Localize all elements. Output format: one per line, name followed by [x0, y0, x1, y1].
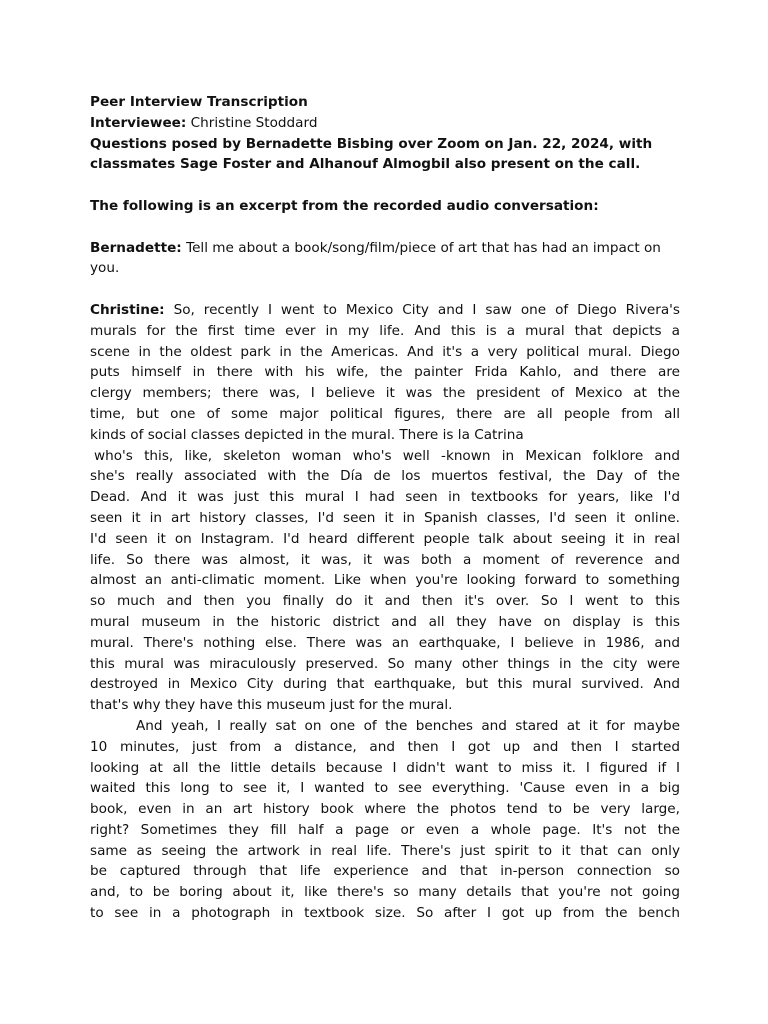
answer-line: and, to be boring about it, like there's so many details that you're not going [90, 884, 680, 901]
answer-line: clergy members; there was, I believe it was the president of Mexico at the [90, 385, 680, 402]
document-title: Peer Interview Transcription [90, 94, 308, 110]
interviewee-label: Interviewee: [90, 114, 187, 131]
answer-line: mural. There's nothing else. There was an earthquake, I believe in 1986, and [90, 634, 680, 651]
excerpt-intro: The following is an excerpt from the recorded audio conversation: [90, 197, 599, 214]
answer-line: time, but one of some major political figures, there are all people from all [90, 405, 680, 422]
answer-first-line-text: So, recently I went to Mexico City and I saw one of Diego Rivera's [173, 301, 680, 318]
interviewee-name: Christine Stoddard [190, 114, 318, 131]
spacer [90, 217, 680, 238]
answer-line: 10 minutes, just from a distance, and then I got up and then I started [90, 738, 680, 755]
spacer [90, 279, 680, 300]
answer-line: mural museum in the historic district and all they have on display is this [90, 613, 680, 630]
answer-line: destroyed in Mexico City during that earthquake, but this mural survived. And [90, 676, 680, 693]
questions-line-1: Questions posed by Bernadette Bisbing over Zoom on Jan. 22, 2024, with [90, 135, 653, 152]
answer-line: same as seeing the artwork in real life. There's just spirit to it that can only [90, 842, 680, 859]
answer-line: almost an anti-climatic moment. Like when you're looking forward to something [90, 572, 680, 589]
answer-line: kinds of social classes depicted in the mural. There is la Catrina [90, 426, 524, 443]
answer-line: scene in the oldest park in the Americas. And it's a very political mural. Diego [90, 343, 680, 360]
answer-line: murals for the first time ever in my life. And this is a mural that depicts a [90, 322, 680, 339]
answer-line: book, even in an art history book where the photos tend to be very large, [90, 801, 680, 818]
question-line-2: you. [90, 260, 120, 277]
answer-line: waited this long to see it, I wanted to see everything. 'Cause even in a big [90, 780, 680, 797]
answer-line: seen it in art history classes, I'd seen it in Spanish classes, I'd seen it online. [90, 509, 680, 526]
question-speaker: Bernadette: [90, 239, 182, 256]
answer-paragraph-1 [90, 300, 680, 716]
answer-line: right? Sometimes they fill half a page or even a whole page. It's not the [90, 821, 680, 838]
spacer [90, 175, 680, 196]
questions-line-2: classmates Sage Foster and Alhanouf Almogbil also present on the call. [90, 156, 641, 173]
answer-line: that's why they have this museum just for the mural. [90, 697, 453, 714]
answer-line: puts himself in there with his wife, the painter Frida Kahlo, and there are [90, 364, 680, 381]
answer-speaker: Christine: [90, 301, 165, 318]
answer-line: Dead. And it was just this mural I had seen in textbooks for years, like I'd [90, 489, 680, 506]
answer-line: so much and then you finally do it and then it's over. So I went to this [90, 593, 680, 610]
answer-line: to see in a photograph in textbook size. So after I got up from the bench [90, 905, 680, 922]
interviewee-line [90, 113, 680, 134]
answer-line: who's this, like, skeleton woman who's well -known in Mexican folklore and [94, 447, 680, 464]
answer-line: life. So there was almost, it was, it was both a moment of reverence and [90, 551, 680, 568]
answer-line: this mural was miraculously preserved. So many other things in the city were [90, 655, 680, 672]
question-line-1 [90, 238, 680, 259]
answer-line: she's really associated with the Día de los muertos festival, the Day of the [90, 468, 680, 485]
answer-first-line [90, 300, 680, 321]
answer-paragraph-2 [90, 716, 680, 924]
answer-line: looking at all the little details because I didn't want to miss it. I figured if I [90, 759, 680, 776]
question-text-1: Tell me about a book/song/film/piece of art that has had an impact on [186, 239, 661, 256]
answer-line: I'd seen it on Instagram. I'd heard different people talk about seeing it in real [90, 530, 680, 547]
answer-line: And yeah, I really sat on one of the benches and stared at it for maybe [136, 717, 680, 734]
transcript-body [90, 92, 680, 924]
answer-line: be captured through that life experience and that in-person connection so [90, 863, 680, 880]
